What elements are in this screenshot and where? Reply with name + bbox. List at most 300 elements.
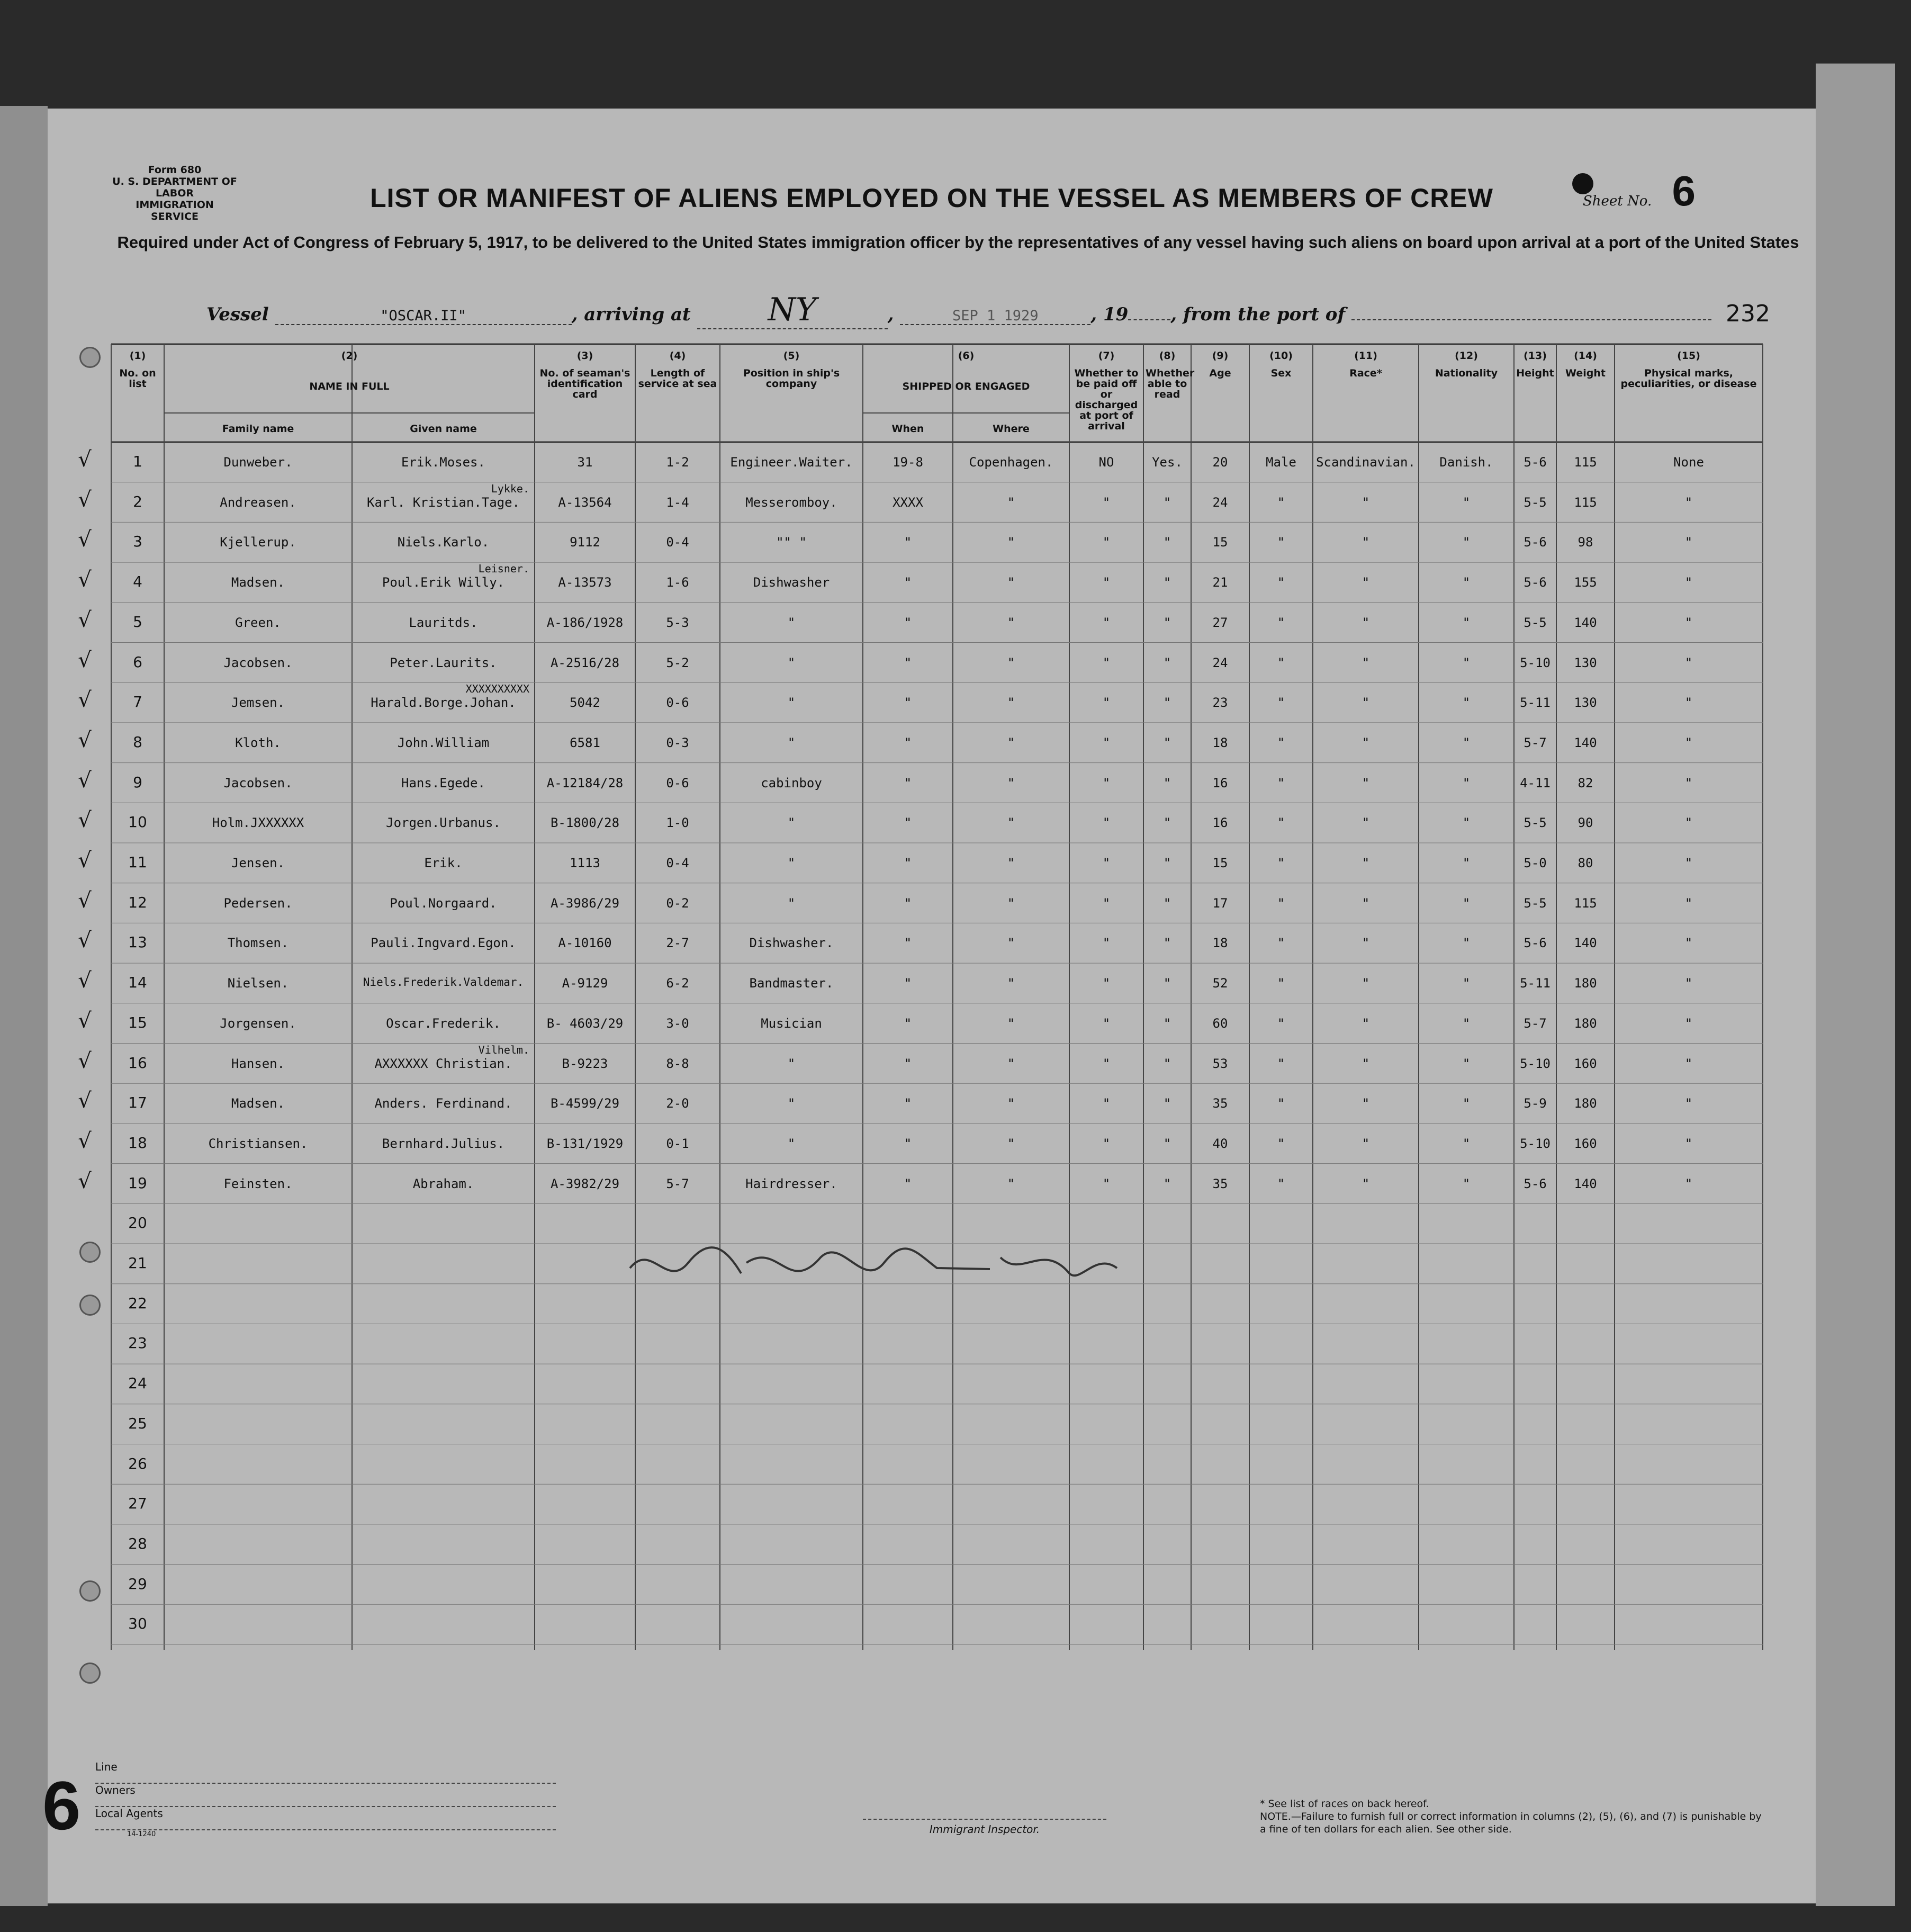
table-cell-age: 18 <box>1212 936 1228 951</box>
table-cell-sex: " <box>1277 695 1285 711</box>
table-cell-height: 5-9 <box>1524 1096 1547 1111</box>
table-cell-given: Karl. Kristian.Tage. <box>367 495 520 510</box>
table-cell-service: 0-4 <box>666 535 689 550</box>
table-cell-paid: " <box>1102 815 1111 831</box>
column-header: Physical marks, peculiarities, or disease <box>1620 367 1757 390</box>
table-cell-no: 28 <box>128 1534 147 1552</box>
table-cell-family: Andreasen. <box>220 495 296 510</box>
table-cell-when: XXXX <box>893 495 923 510</box>
column-number: (3) <box>576 350 593 362</box>
check-mark-icon: √ <box>78 808 92 833</box>
table-cell-card: A-186/1928 <box>546 615 624 630</box>
table-cell-height: 5-10 <box>1520 655 1551 670</box>
table-cell-where: " <box>1007 575 1015 590</box>
table-cell-read: " <box>1163 535 1171 550</box>
column-header: No. on list <box>119 367 156 390</box>
table-cell-family: Christiansen. <box>208 1136 308 1151</box>
table-cell-marks: " <box>1684 815 1693 831</box>
table-cell-position: " <box>787 815 796 831</box>
from-port-label: , from the port of <box>1170 304 1346 325</box>
table-cell-age: 18 <box>1212 735 1228 750</box>
page-subtitle: Required under Act of Congress of February 5, 1917, to be delivered to the United States immigration officer by the representatives of any vessel having such aliens on board upon arrival at a port of the United States <box>117 233 1799 251</box>
table-cell-no: 15 <box>128 1013 147 1031</box>
table-cell-paid: " <box>1102 1016 1111 1031</box>
table-cell-sex: " <box>1277 575 1285 590</box>
table-cell-position: " <box>787 735 796 750</box>
table-cell-position: Messeromboy. <box>745 495 837 510</box>
sheet-label: Sheet No. <box>1583 193 1652 209</box>
table-cell-age: 16 <box>1212 815 1228 831</box>
table-cell-height: 5-10 <box>1520 1136 1551 1151</box>
table-cell-age: 53 <box>1212 1056 1228 1071</box>
table-cell-where: " <box>1007 495 1015 510</box>
table-cell-sex: " <box>1277 1016 1285 1031</box>
table-cell-card: A-2516/28 <box>550 655 620 670</box>
table-cell-read: " <box>1163 1176 1171 1191</box>
table-cell-marks: " <box>1684 895 1693 911</box>
table-cell-card: A-12184/28 <box>546 775 624 790</box>
table-cell-position: " <box>787 655 796 670</box>
service-name: IMMIGRATION SERVICE <box>136 199 214 222</box>
table-cell-sex: " <box>1277 1176 1285 1191</box>
table-cell-no: 16 <box>128 1054 147 1072</box>
check-mark-icon: √ <box>78 607 92 632</box>
table-cell-height: 5-0 <box>1524 856 1547 870</box>
table-cell-age: 40 <box>1212 1136 1228 1151</box>
check-mark-icon: √ <box>78 648 92 672</box>
table-cell-position: Bandmaster. <box>749 976 834 991</box>
table-cell-marks: " <box>1684 615 1693 630</box>
table-cell-weight: 180 <box>1574 1096 1597 1111</box>
column-number: (1) <box>129 350 146 362</box>
sheet-number: 6 <box>1672 167 1696 214</box>
table-cell-when: " <box>904 535 912 550</box>
table-cell-position: " <box>787 1096 796 1111</box>
inspector-signature <box>619 1231 1128 1305</box>
table-cell-when: " <box>904 1056 912 1071</box>
adjacent-page-edge <box>0 106 48 1906</box>
table-cell-marks: None <box>1673 455 1704 470</box>
table-cell-read: " <box>1163 655 1171 670</box>
table-cell-where: " <box>1007 695 1015 711</box>
table-cell-card: A-3986/29 <box>550 895 620 911</box>
table-cell-when: " <box>904 895 912 911</box>
table-cell-paid: " <box>1102 895 1111 911</box>
column-number: (11) <box>1354 350 1377 362</box>
table-cell-marks: " <box>1684 936 1693 951</box>
table-cell-nationality: " <box>1462 615 1471 630</box>
table-cell-no: 26 <box>128 1454 147 1472</box>
table-cell-marks: " <box>1684 1136 1693 1151</box>
check-mark-icon: √ <box>78 768 92 793</box>
check-mark-icon: √ <box>78 1048 92 1073</box>
table-cell-where: " <box>1007 775 1015 790</box>
table-cell-read: " <box>1163 1096 1171 1111</box>
table-cell-family: Kjellerup. <box>220 535 296 550</box>
table-cell-where: " <box>1007 655 1015 670</box>
table-cell-height: 5-11 <box>1520 976 1551 991</box>
large-sheet-number: 6 <box>42 1767 81 1844</box>
table-cell-family: Pedersen. <box>223 895 293 911</box>
table-cell-read: " <box>1163 1136 1171 1151</box>
table-cell-sex: " <box>1277 1096 1285 1111</box>
column-header: Whether able to read <box>1146 367 1195 400</box>
table-cell-family: Jorgensen. <box>220 1016 296 1031</box>
table-cell-when: " <box>904 695 912 711</box>
table-cell-age: 24 <box>1212 655 1228 670</box>
table-cell-when: " <box>904 976 912 991</box>
form-number: Form 680 <box>148 164 202 176</box>
table-cell-nationality: " <box>1462 695 1471 711</box>
table-cell-weight: 90 <box>1578 815 1593 831</box>
table-cell-weight: 80 <box>1578 856 1593 870</box>
table-cell-family: Jensen. <box>231 856 285 870</box>
table-cell-weight: 140 <box>1574 1176 1597 1191</box>
table-cell-height: 5-7 <box>1524 735 1547 750</box>
table-cell-age: 24 <box>1212 495 1228 510</box>
table-cell-no: 29 <box>128 1575 147 1593</box>
column-number: (2) <box>341 350 358 362</box>
binder-hole-icon <box>79 1242 101 1263</box>
table-cell-position: Dishwasher. <box>749 936 834 951</box>
column-header: No. of seaman's identification card <box>539 367 630 400</box>
table-cell-sex: " <box>1277 895 1285 911</box>
check-mark-icon: √ <box>78 447 92 472</box>
table-cell-nationality: " <box>1462 575 1471 590</box>
footer-left <box>95 1760 556 1838</box>
table-cell-when: " <box>904 655 912 670</box>
table-cell-race: " <box>1362 655 1370 670</box>
table-cell-sex: " <box>1277 655 1285 670</box>
check-mark-icon: √ <box>78 527 92 552</box>
table-cell-nationality: " <box>1462 815 1471 831</box>
table-cell-family: Jacobsen. <box>223 775 293 790</box>
table-cell-family: Green. <box>235 615 281 630</box>
table-cell-no: 23 <box>128 1334 147 1352</box>
table-cell-weight: 115 <box>1574 895 1597 911</box>
table-cell-family: Dunweber. <box>223 455 293 470</box>
table-cell-weight: 160 <box>1574 1136 1597 1151</box>
table-cell-where: " <box>1007 535 1015 550</box>
table-cell-height: 5-6 <box>1524 936 1547 951</box>
table-cell-height: 5-10 <box>1520 1056 1551 1071</box>
table-cell-position: " <box>787 615 796 630</box>
table-cell-when: 19-8 <box>893 455 923 470</box>
table-cell-position: Musician <box>761 1016 822 1031</box>
table-cell-read: " <box>1163 495 1171 510</box>
table-cell-nationality: Danish. <box>1439 455 1493 470</box>
table-cell-service: 0-6 <box>666 775 689 790</box>
page-number: 232 <box>1726 300 1770 327</box>
binder-hole-icon <box>79 1295 101 1316</box>
table-cell-height: 5-7 <box>1524 1016 1547 1031</box>
table-cell-where: " <box>1007 815 1015 831</box>
table-cell-age: 21 <box>1212 575 1228 590</box>
table-cell-paid: " <box>1102 615 1111 630</box>
table-cell-family: Holm.JXXXXXX <box>212 815 304 831</box>
table-cell-service: 0-1 <box>666 1136 689 1151</box>
table-cell-service: 8-8 <box>666 1056 689 1071</box>
table-cell-no: 20 <box>128 1214 147 1232</box>
table-cell-marks: " <box>1684 655 1693 670</box>
table-cell-age: 60 <box>1212 1016 1228 1031</box>
column-number: (15) <box>1677 350 1700 362</box>
table-cell-where: " <box>1007 1136 1015 1151</box>
table-cell-paid: " <box>1102 856 1111 870</box>
column-header: Weight <box>1565 367 1606 379</box>
table-cell-race: " <box>1362 1056 1370 1071</box>
binder-hole-icon <box>79 1580 101 1602</box>
table-cell-when: " <box>904 1016 912 1031</box>
table-cell-given: Niels.Frederik.Valdemar. <box>363 976 524 989</box>
table-cell-sex: " <box>1277 1056 1285 1071</box>
table-cell-sex: Male <box>1266 455 1296 470</box>
table-cell-paid: " <box>1102 976 1111 991</box>
table-cell-position: " <box>787 895 796 911</box>
table-cell-paid: " <box>1102 1096 1111 1111</box>
column-header: SHIPPED OR ENGAGED <box>902 381 1030 392</box>
table-cell-card: 6581 <box>570 735 600 750</box>
table-cell-when: " <box>904 615 912 630</box>
arriving-port: NY <box>697 291 888 329</box>
table-cell-card: 9112 <box>570 535 600 550</box>
table-cell-no: 22 <box>128 1294 147 1312</box>
table-cell-weight: 82 <box>1578 775 1593 790</box>
table-cell-given: Pauli.Ingvard.Egon. <box>371 936 516 951</box>
table-cell-given: Lauritds. <box>409 615 478 630</box>
table-cell-position: cabinboy <box>761 775 822 790</box>
table-cell-no: 25 <box>128 1414 147 1432</box>
table-cell-race: " <box>1362 695 1370 711</box>
table-cell-where: " <box>1007 1176 1015 1191</box>
table-cell-service: 1-6 <box>666 575 689 590</box>
column-header: Age <box>1209 367 1231 379</box>
table-cell-no: 2 <box>133 492 142 510</box>
table-cell-no: 5 <box>133 613 142 631</box>
table-cell-age: 17 <box>1212 895 1228 911</box>
table-cell-marks: " <box>1684 1096 1693 1111</box>
table-cell-card: 31 <box>577 455 593 470</box>
table-cell-race: " <box>1362 1016 1370 1031</box>
table-cell-paid: " <box>1102 1176 1111 1191</box>
table-cell-no: 19 <box>128 1174 147 1192</box>
column-subheader: When <box>891 423 924 435</box>
column-number: (4) <box>669 350 686 362</box>
table-cell-no: 14 <box>128 974 147 992</box>
table-cell-family: Madsen. <box>231 575 285 590</box>
table-cell-service: 2-0 <box>666 1096 689 1111</box>
check-mark-icon: √ <box>78 1089 92 1113</box>
table-cell-age: 16 <box>1212 775 1228 790</box>
table-cell-no: 7 <box>133 693 142 711</box>
table-cell-where: " <box>1007 976 1015 991</box>
vessel-name: "OSCAR.II" <box>275 308 572 325</box>
column-header: Position in ship's company <box>743 367 840 390</box>
table-cell-height: 5-5 <box>1524 615 1547 630</box>
table-cell-no: 24 <box>128 1374 147 1392</box>
vessel-line: Vessel "OSCAR.II" , arriving at NY , SEP 1 1929 , 19 , from the port of <box>206 291 1711 329</box>
page-title: LIST OR MANIFEST OF ALIENS EMPLOYED ON THE VESSEL AS MEMBERS OF CREW <box>370 183 1493 213</box>
column-subheader: Given name <box>410 423 477 435</box>
table-cell-read: " <box>1163 1056 1171 1071</box>
table-cell-where: Copenhagen. <box>969 455 1053 470</box>
table-cell-where: " <box>1007 615 1015 630</box>
table-cell-given: Abraham. <box>412 1176 474 1191</box>
table-cell-sex: " <box>1277 815 1285 831</box>
table-cell-card: A-10160 <box>558 936 612 951</box>
column-number: (14) <box>1574 350 1597 362</box>
table-cell-paid: " <box>1102 695 1111 711</box>
table-cell-position: " <box>787 856 796 870</box>
table-cell-no: 12 <box>128 893 147 911</box>
manifest-sheet <box>42 109 1816 1903</box>
column-header: Length of service at sea <box>638 367 717 390</box>
table-cell-where: " <box>1007 895 1015 911</box>
table-cell-race: " <box>1362 815 1370 831</box>
table-cell-when: " <box>904 735 912 750</box>
table-cell-service: 0-2 <box>666 895 689 911</box>
table-cell-paid: " <box>1102 1136 1111 1151</box>
table-cell-weight: 155 <box>1574 575 1597 590</box>
table-cell-paid: NO <box>1098 455 1114 470</box>
table-cell-marks: " <box>1684 976 1693 991</box>
table-cell-race: " <box>1362 976 1370 991</box>
column-number: (9) <box>1212 350 1229 362</box>
table-cell-where: " <box>1007 856 1015 870</box>
table-cell-weight: 130 <box>1574 695 1597 711</box>
table-cell-given: Erik. <box>424 856 463 870</box>
table-cell-weight: 140 <box>1574 615 1597 630</box>
table-cell-given-note: Vilhelm. <box>478 1043 529 1056</box>
table-cell-no: 4 <box>133 573 142 591</box>
table-cell-card: A-3982/29 <box>550 1176 620 1191</box>
penalty-note: NOTE.—Failure to furnish full or correct information in columns (2), (5), (6), and (7) is punishable by a fine of ten dollars for each alien. See other side. <box>1260 1811 1762 1835</box>
table-cell-race: " <box>1362 895 1370 911</box>
table-cell-age: 35 <box>1212 1176 1228 1191</box>
table-cell-where: " <box>1007 1016 1015 1031</box>
column-number: (10) <box>1269 350 1293 362</box>
column-subheader: Where <box>993 423 1030 435</box>
table-cell-family: Nielsen. <box>227 976 289 991</box>
table-cell-paid: " <box>1102 936 1111 951</box>
table-cell-weight: 115 <box>1574 495 1597 510</box>
binder-hole-icon <box>79 347 101 368</box>
table-cell-paid: " <box>1102 495 1111 510</box>
table-cell-age: 15 <box>1212 535 1228 550</box>
column-header: Height <box>1516 367 1554 379</box>
column-number: (13) <box>1524 350 1547 362</box>
table-cell-no: 9 <box>133 773 142 791</box>
table-cell-nationality: " <box>1462 976 1471 991</box>
table-cell-when: " <box>904 775 912 790</box>
table-cell-card: B-131/1929 <box>546 1136 624 1151</box>
table-cell-card: 1113 <box>570 856 600 870</box>
check-mark-icon: √ <box>78 888 92 913</box>
table-cell-when: " <box>904 575 912 590</box>
table-cell-no: 11 <box>128 853 147 871</box>
table-cell-marks: " <box>1684 856 1693 870</box>
table-cell-service: 5-7 <box>666 1176 689 1191</box>
table-cell-marks: " <box>1684 735 1693 750</box>
table-cell-age: 23 <box>1212 695 1228 711</box>
table-cell-family: Jemsen. <box>231 695 285 711</box>
check-mark-icon: √ <box>78 568 92 592</box>
table-cell-card: B-1800/28 <box>550 815 620 831</box>
table-cell-family: Kloth. <box>235 735 281 750</box>
table-cell-card: A-13564 <box>558 495 612 510</box>
table-cell-weight: 140 <box>1574 936 1597 951</box>
table-cell-given: Hans.Egede. <box>401 775 485 790</box>
table-cell-height: 5-11 <box>1520 695 1551 711</box>
table-cell-paid: " <box>1102 535 1111 550</box>
table-cell-race: " <box>1362 1096 1370 1111</box>
column-subheader: Family name <box>222 423 294 435</box>
department-name: U. S. DEPARTMENT OF LABOR <box>112 176 237 199</box>
table-cell-family: Thomsen. <box>227 936 289 951</box>
table-cell-nationality: " <box>1462 1016 1471 1031</box>
table-cell-race: " <box>1362 575 1370 590</box>
check-mark-icon: √ <box>78 487 92 512</box>
table-cell-card: B-4599/29 <box>550 1096 620 1111</box>
table-cell-no: 21 <box>128 1254 147 1272</box>
table-cell-given: John.William <box>397 735 490 750</box>
date-stamp: SEP 1 1929 <box>900 308 1090 325</box>
table-cell-sex: " <box>1277 495 1285 510</box>
table-cell-service: 1-2 <box>666 455 689 470</box>
binder-hole-icon <box>79 1663 101 1684</box>
table-cell-race: " <box>1362 856 1370 870</box>
table-cell-no: 1 <box>133 453 142 470</box>
table-cell-race: " <box>1362 936 1370 951</box>
table-cell-race: " <box>1362 615 1370 630</box>
table-cell-paid: " <box>1102 575 1111 590</box>
table-cell-age: 20 <box>1212 455 1228 470</box>
table-cell-read: " <box>1163 936 1171 951</box>
table-cell-weight: 160 <box>1574 1056 1597 1071</box>
table-cell-height: 5-5 <box>1524 895 1547 911</box>
table-cell-when: " <box>904 815 912 831</box>
table-cell-read: " <box>1163 815 1171 831</box>
table-cell-service: 0-6 <box>666 695 689 711</box>
table-cell-marks: " <box>1684 695 1693 711</box>
table-cell-height: 5-5 <box>1524 815 1547 831</box>
table-cell-read: " <box>1163 735 1171 750</box>
table-cell-nationality: " <box>1462 1136 1471 1151</box>
table-cell-no: 10 <box>128 813 147 831</box>
check-mark-icon: √ <box>78 1169 92 1193</box>
inspector-label: Immigrant Inspector. <box>863 1819 1106 1836</box>
column-header: NAME IN FULL <box>309 381 390 392</box>
table-cell-read: " <box>1163 615 1171 630</box>
column-number: (5) <box>783 350 800 362</box>
table-cell-service: 5-2 <box>666 655 689 670</box>
table-cell-when: " <box>904 856 912 870</box>
table-cell-given-note: Leisner. <box>478 562 529 576</box>
table-cell-no: 30 <box>128 1615 147 1633</box>
table-cell-card: B-9223 <box>562 1056 608 1071</box>
table-cell-height: 5-6 <box>1524 575 1547 590</box>
table-cell-no: 18 <box>128 1134 147 1152</box>
table-cell-read: " <box>1163 775 1171 790</box>
table-cell-weight: 140 <box>1574 735 1597 750</box>
table-cell-given-note: XXXXXXXXXX <box>465 682 529 696</box>
table-cell-marks: " <box>1684 1176 1693 1191</box>
table-cell-no: 3 <box>133 533 142 551</box>
year-label: , 19 <box>1090 304 1129 325</box>
table-cell-weight: 98 <box>1578 535 1593 550</box>
column-number: (6) <box>958 350 975 362</box>
column-header: Whether to be paid off or discharged at port of arrival <box>1074 367 1139 432</box>
